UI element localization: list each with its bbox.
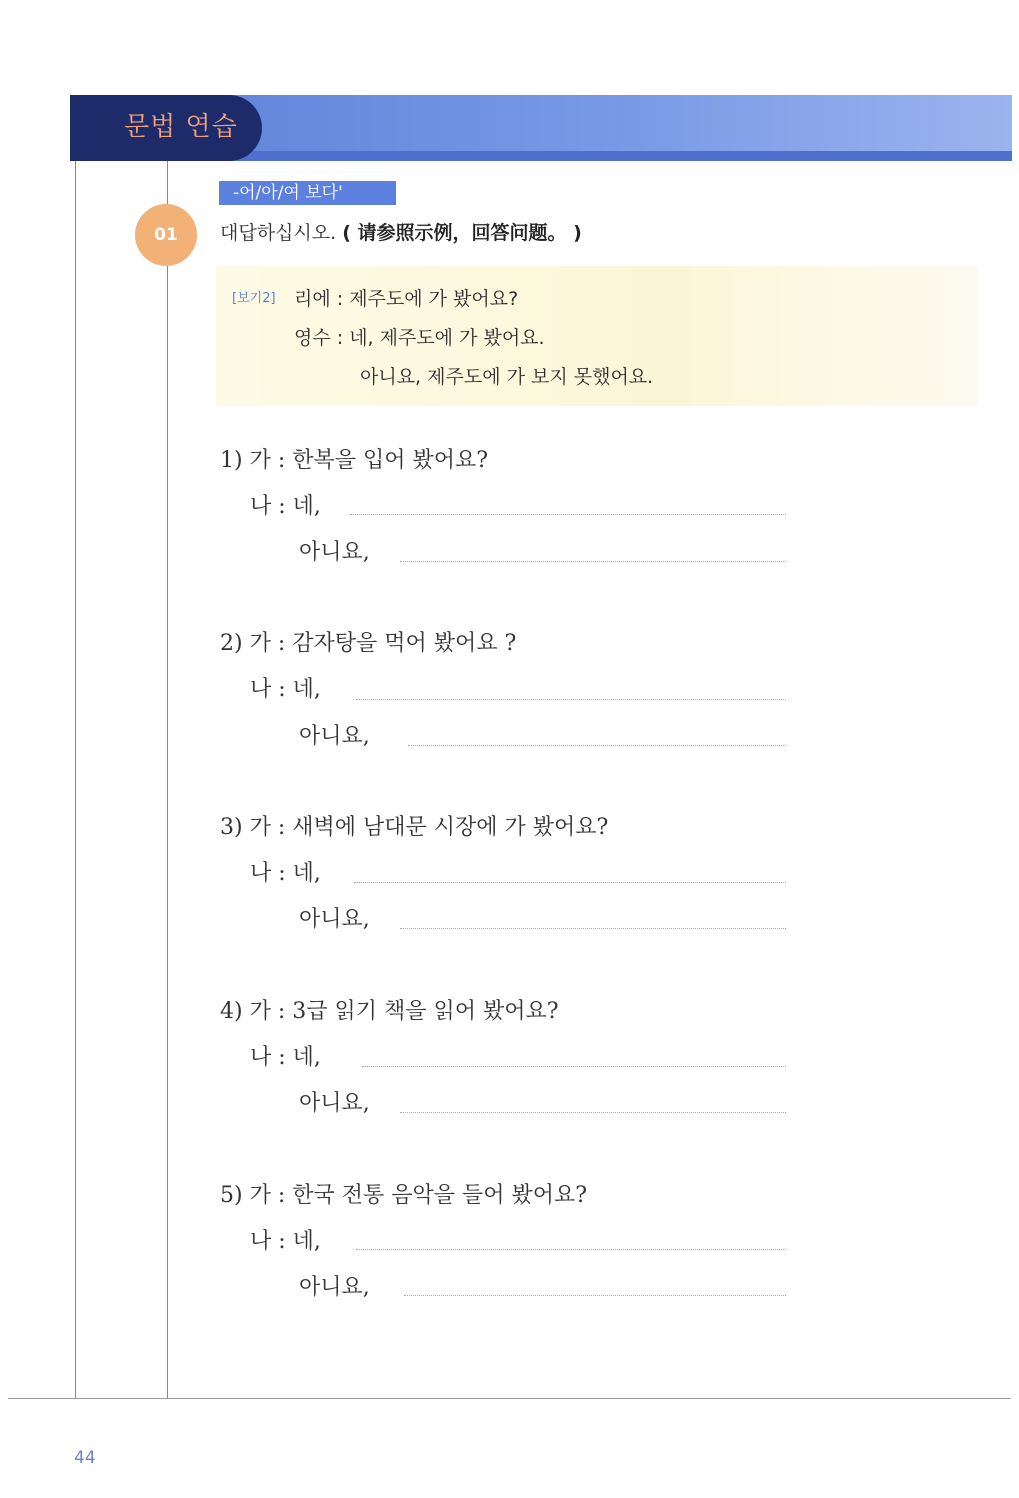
question-2-no-label: 아니요, [299, 724, 370, 749]
instruction-korean: 대답하십시오. [220, 222, 337, 244]
example-question: 리에 : 제주도에 가 봤어요? [294, 288, 519, 310]
example-answer-yes: 영수 : 네, 제주도에 가 봤어요. [294, 327, 545, 349]
question-3-no-label: 아니요, [299, 907, 370, 932]
question-2-yes-label: 나 : 네, [250, 677, 321, 702]
question-3-yes-blank[interactable] [354, 882, 786, 883]
question-2-no-blank[interactable] [408, 745, 786, 746]
question-5-yes-blank[interactable] [356, 1249, 786, 1250]
question-2: 2) 가 : 감자탕을 먹어 봤어요 ? [220, 631, 517, 656]
question-3-yes-label: 나 : 네, [250, 861, 321, 886]
left-margin-rule [75, 161, 76, 1398]
question-2-yes-blank[interactable] [356, 699, 786, 700]
inner-margin-rule [167, 161, 168, 1398]
question-5-no-label: 아니요, [299, 1275, 370, 1300]
question-4: 4) 가 : 3급 읽기 책을 읽어 봤어요? [220, 999, 559, 1024]
page-title: 문법 연습 [124, 112, 238, 142]
question-1-yes-label: 나 : 네, [250, 494, 321, 519]
question-3: 3) 가 : 새벽에 남대문 시장에 가 봤어요? [220, 815, 609, 840]
question-1-yes-blank[interactable] [350, 514, 786, 515]
question-5-no-blank[interactable] [404, 1295, 786, 1296]
question-5-yes-label: 나 : 네, [250, 1229, 321, 1254]
question-4-no-label: 아니요, [299, 1091, 370, 1116]
question-4-yes-label: 나 : 네, [250, 1045, 321, 1070]
exercise-instruction [220, 218, 582, 245]
question-4-yes-blank[interactable] [362, 1066, 786, 1067]
question-3-no-blank[interactable] [400, 928, 786, 929]
question-1: 1) 가 : 한복을 입어 봤어요? [220, 448, 489, 473]
bottom-rule [8, 1398, 1011, 1399]
example-tag: [보기2] [232, 291, 276, 306]
question-4-no-blank[interactable] [400, 1112, 786, 1113]
instruction-chinese: ( 请参照示例，回答问题。 ) [342, 222, 582, 244]
question-5: 5) 가 : 한국 전통 음악을 들어 봤어요? [220, 1183, 588, 1208]
grammar-label: -어/아/여 보다' [219, 181, 396, 205]
example-answer-no: 아니요, 제주도에 가 보지 못했어요. [360, 366, 654, 388]
page-number: 44 [74, 1448, 96, 1468]
exercise-number-badge: 01 [135, 204, 197, 266]
question-1-no-blank[interactable] [400, 561, 786, 562]
question-1-no-label: 아니요, [299, 540, 370, 565]
